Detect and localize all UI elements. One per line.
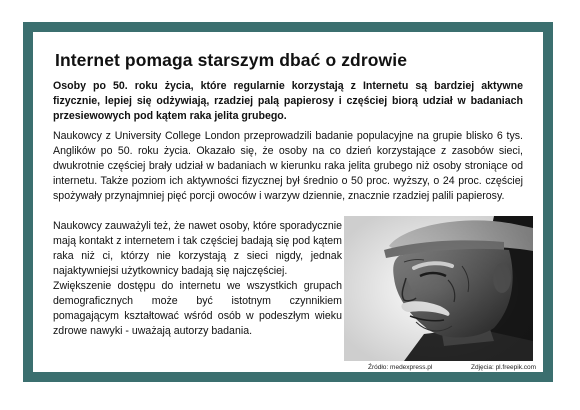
elderly-man-photo [344, 216, 533, 361]
body-paragraph-3: Zwiększenie dostępu do internetu we wszystkich grupach demograficznych może być istotnym czynnikiem pomagającym kształtować wśród osób w podeszłym wieku zdrowe nawyki - uważają autorzy badania. [53, 280, 342, 337]
source-caption: Źródło: medexpress.pl [368, 364, 433, 371]
poster-frame [23, 22, 553, 382]
photo-credit-caption: Zdjęcia: pl.freepik.com [471, 364, 537, 371]
elderly-man-illustration [344, 216, 533, 361]
page-title: Internet pomaga starszym dbać o zdrowie [55, 50, 408, 70]
body-paragraph-1: Naukowcy z University College London przeprowadzili badanie populacyjne na grupie blisko 6 tys. Anglików po 50. roku życia. Okazało się, że osoby na co dzień korzystające z zasobów sieci, dwukrotnie częściej brały udział w badaniach w kierunku raka jelita grubego niż osoby stroniące od internetu. Także poziom ich aktywności fizycznej był średnio o 50 proc. wyższy, o 24 proc. częściej spożywały przynajmniej pięć porcji owoców i warzyw dziennie, znacznie rzadziej palili papierosy. [53, 130, 523, 202]
lead-paragraph: Osoby po 50. roku życia, które regularnie korzystają z Internetu są bardziej aktywne fizycznie, lepiej się odżywiają, rzadziej palą papierosy i częściej biorą udział w badaniach przesiewowych pod kątem raka jelita grubego. [53, 80, 523, 122]
body-paragraphs-column [53, 219, 342, 339]
body-paragraph-2: Naukowcy zauważyli też, że nawet osoby, które sporadycznie mają kontakt z internetem i tak częściej badają się pod kątem raka niż ci, którzy nie korzystają z sieci nigdy, jednak najaktywniejsi użytkownicy badają się najczęściej. [53, 220, 342, 277]
